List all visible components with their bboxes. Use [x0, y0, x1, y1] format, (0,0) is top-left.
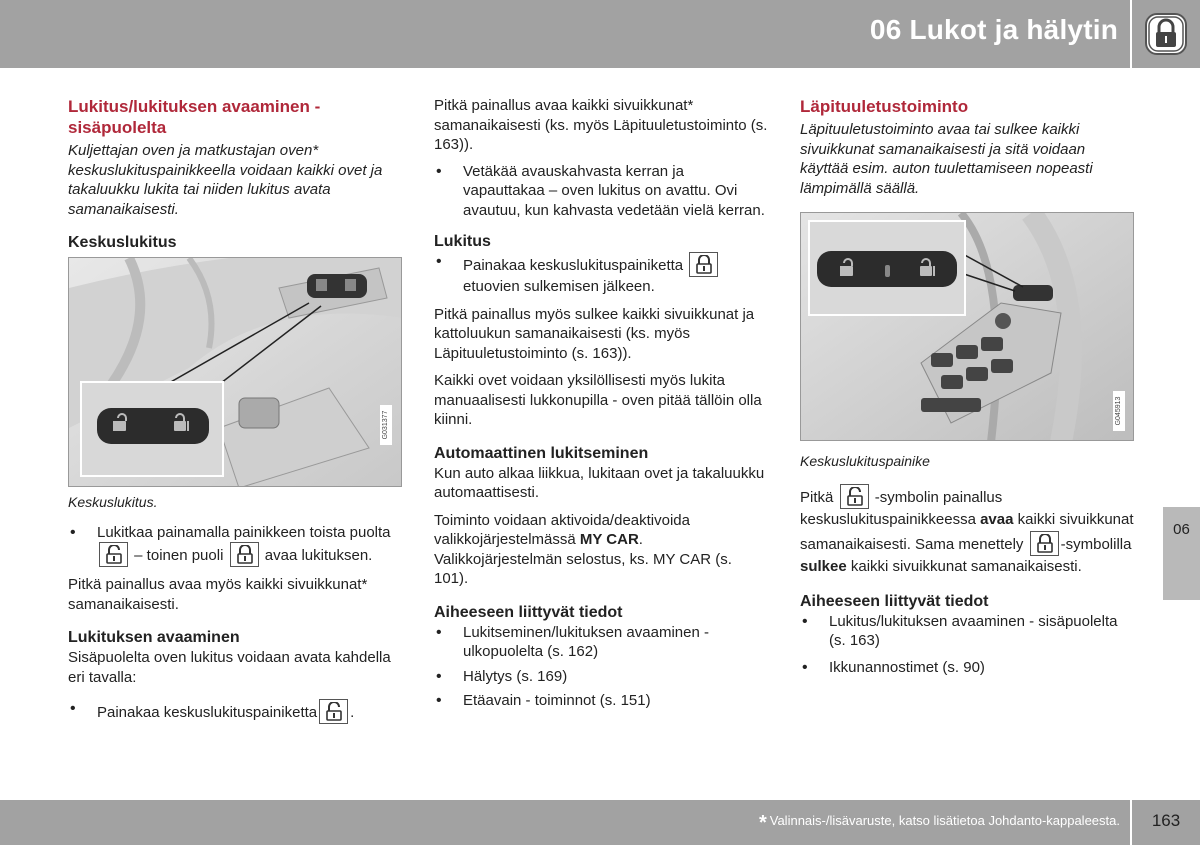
related-link[interactable]: • Ikkunannostimet (s. 90) [800, 658, 1134, 678]
column-1 [68, 96, 402, 724]
chapter-icon-box [1132, 0, 1200, 68]
section-intro: Kuljettajan oven ja matkustajan oven* keskuslukituspainikkeella voidaan kaikki ovet ja takaluukku lukita tai niiden lukitus avata samanaikaisesti. [68, 142, 383, 218]
related-link[interactable]: • Lukitseminen/lukituksen avaaminen - ulkopuolelta (s. 162) [434, 623, 768, 662]
unlock-text: Sisäpuolelta oven lukitus voidaan avata kahdella eri tavalla: [68, 649, 391, 686]
lock-icon [230, 542, 259, 567]
unlock-icon [319, 699, 348, 724]
unlock-icon [840, 484, 869, 509]
column-2 [434, 96, 768, 711]
pull-bullets [434, 162, 768, 221]
long-press-windows: Pitkä painallus avaa kaikki sivuikkunat* samanaikaisesti (ks. myös Läpituuletustoiminto (s. 163)). [434, 97, 768, 153]
related-list [800, 612, 1134, 678]
lock-bullets-2 [434, 252, 768, 297]
auto-lock-text: Kun auto alkaa liikkua, lukitaan ovet ja takaluukku automaattisesti. [434, 464, 765, 501]
section-intro: Läpituuletustoiminto avaa tai sulkee kaikki sivuikkunat samanaikaisesti ja sitä voidaan käyttää esim. auton tuulettamiseen nopeasti lämpimällä säällä. [800, 121, 1093, 197]
page-number-box [1132, 800, 1200, 845]
door-panel-illustration [69, 258, 402, 487]
long-press-text: Pitkä painallus avaa myös kaikki sivuikkunat* samanaikaisesti. [68, 576, 368, 613]
list-item: • Vetäkää avauskahvasta kerran ja vapauttakaa – oven lukitus on avattu. Ovi avautuu, kun kahvasta vedetään vielä kerran. [434, 162, 768, 221]
lock-bullets [68, 523, 402, 568]
door-switch-illustration [801, 213, 1134, 441]
unlock-heading: Lukituksen avaaminen [68, 629, 240, 646]
unlock-icon [99, 542, 128, 567]
lock-icon [689, 252, 718, 277]
section-title-ventilation: Läpituuletustoiminto [800, 97, 969, 116]
lock-heading: Lukitus [434, 233, 491, 250]
chapter-side-tab-label: 06 [1173, 521, 1190, 538]
chapter-title: 06 Lukot ja hälytin [869, 14, 1118, 45]
auto-lock-menu-text: Toiminto voidaan aktivoida/deaktivoida valikkojärjestelmässä MY CAR. Valikkojärjestelmän selostus, ks. MY CAR (s. 101). [434, 511, 732, 587]
page-number: 163 [1151, 811, 1181, 830]
related-list [434, 623, 768, 711]
central-lock-figure [68, 257, 402, 487]
long-press-close: Pitkä painallus myös sulkee kaikki sivuikkunat ja kattoluukun samanaikaisesti (ks. myös Läpituuletustoiminto (s. 163)). [434, 305, 755, 362]
central-lock-heading: Keskuslukitus [68, 234, 177, 251]
list-item: • Painakaa keskuslukituspainiketta etuovien sulkemisen jälkeen. [434, 252, 768, 297]
ventilation-text: Pitkä -symbolin painallus keskuslukituspainikkeessa avaa kaikki sivuikkunat samanaikaisesti. Sama menettely -symbolilla sulkee kaikki sivuikkunat samanaikaisesti. [800, 484, 1134, 578]
related-link[interactable]: • Hälytys (s. 169) [434, 667, 768, 687]
lock-icon [1030, 531, 1059, 556]
padlock-icon [1145, 13, 1187, 55]
related-link[interactable]: • Lukitus/lukituksen avaaminen - sisäpuolelta (s. 163) [800, 612, 1134, 651]
figure-caption: Keskuslukituspainike [800, 453, 930, 469]
chapter-header [0, 0, 1130, 68]
chapter-side-tab[interactable] [1163, 507, 1200, 600]
list-item: • Lukitkaa painamalla painikkeen toista puolta – toinen puoli avaa lukituksen. [68, 523, 402, 568]
section-title-lock-inside: Lukitus/lukituksen avaaminen - sisäpuolelta [68, 97, 321, 137]
related-link[interactable]: • Etäavain - toiminnot (s. 151) [434, 691, 768, 711]
auto-lock-heading: Automaattinen lukitseminen [434, 444, 649, 462]
list-item: • Painakaa keskuslukituspainiketta . [68, 699, 402, 724]
figure-code: G045913 [1113, 391, 1125, 431]
related-heading: Aiheeseen liittyvät tiedot [800, 592, 989, 610]
unlock-bullets [68, 699, 402, 724]
related-heading: Aiheeseen liittyvät tiedot [434, 603, 623, 621]
lock-button-figure [800, 212, 1134, 441]
footnote: * Valinnais-/lisävaruste, katso lisätietoa Johdanto-kappaleesta. [758, 812, 1120, 834]
page-footer [0, 800, 1130, 845]
figure-caption: Keskuslukitus. [68, 494, 158, 510]
column-3 [800, 96, 1134, 677]
figure-code: G031377 [380, 405, 392, 445]
manual-lock-text: Kaikki ovet voidaan yksilöllisesti myös lukita manuaalisesti lukkonupilla - oven pitää tällöin olla kiinni. [434, 372, 762, 428]
